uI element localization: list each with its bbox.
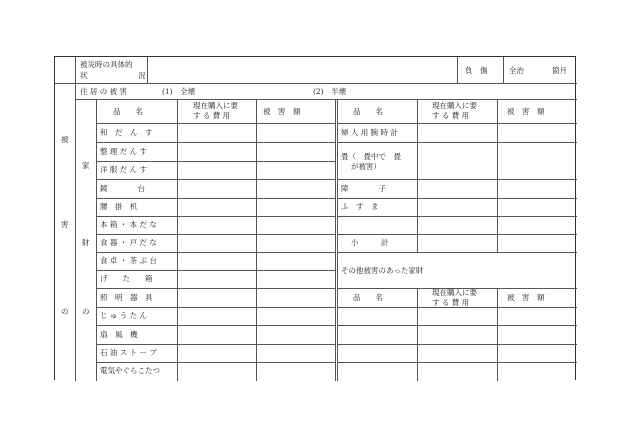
house-damage-label: 住 居 の 被 害 [80, 87, 128, 96]
item-label-watch: 婦 人 用 腕 時 計 [341, 128, 398, 137]
item-label: 腰 掛 机 [100, 202, 138, 211]
header-damage-right-2: 被 害 額 [507, 293, 545, 302]
row-line [96, 198, 335, 199]
col-line [335, 99, 336, 381]
vertical-label-household-1: 家 [82, 161, 90, 170]
item-label: げ た 箱 [100, 274, 153, 283]
situation-label-line2-b: 況 [138, 71, 146, 80]
row-line [337, 344, 577, 345]
row-line [337, 216, 577, 217]
row-line [96, 234, 335, 235]
row-line [96, 307, 335, 308]
col-line [497, 288, 498, 381]
vertical-label-damage-2: 害 [61, 220, 69, 229]
vertical-label-damage-3: の [61, 307, 69, 316]
item-label: 石 油 ス ト ー ブ [100, 348, 157, 357]
item-label-tatami-line2: が被害） [351, 162, 381, 171]
item-label: 本 箱 ・ 本 だ な [100, 220, 157, 229]
header-item-right-2: 品 名 [353, 293, 383, 302]
item-label-shoji: 障 子 [341, 184, 386, 193]
row-line [337, 325, 577, 326]
header-damage-right: 被 害 額 [507, 107, 545, 116]
house-damage-option-2[interactable]: (2) 半壊 [313, 87, 347, 96]
row-line [337, 179, 577, 180]
item-label: 整 理 だ ん す [100, 147, 148, 156]
header-item-left: 品 名 [113, 107, 143, 116]
row-line [96, 161, 335, 162]
header-cost-left-line2: す る 費 用 [193, 111, 231, 120]
situation-label-line1: 被災時の具体的 [80, 60, 133, 69]
row-line [337, 123, 577, 124]
col-line [417, 288, 418, 381]
row-line [337, 234, 577, 235]
row-line [96, 179, 335, 180]
col-line [337, 99, 338, 381]
item-label: 電気やぐらこたつ [100, 366, 160, 375]
col-line [147, 57, 148, 83]
vertical-label-damage-1: 被 [61, 135, 69, 144]
item-label: 扇 風 機 [100, 330, 138, 339]
item-label: 食 器 ・ 戸 だ な [100, 238, 157, 247]
vertical-label-household-3: の [82, 307, 90, 316]
row-line [96, 288, 335, 289]
item-label: 照 明 器 具 [100, 293, 153, 302]
row-line [96, 252, 335, 253]
col-line [75, 57, 76, 381]
col-line [256, 99, 257, 381]
col-line [96, 99, 97, 381]
house-damage-option-1[interactable]: (1) 全壊 [162, 87, 196, 96]
item-label-other: その他被害のあった家財 [341, 266, 424, 275]
row-line [96, 344, 335, 345]
damage-report-form [54, 56, 576, 380]
row-line [337, 362, 577, 363]
col-line [417, 99, 418, 252]
item-label: 洋 服 だ ん す [100, 165, 148, 174]
row-line [96, 216, 335, 217]
row-line [337, 307, 577, 308]
row-line [96, 142, 335, 143]
header-cost-left-line1: 現在購入に要 [193, 101, 238, 110]
row-line [96, 123, 335, 124]
header-cost-right-line1: 現在購入に要 [432, 101, 477, 110]
row-line [337, 198, 577, 199]
row-line [96, 270, 335, 271]
col-line [503, 57, 504, 83]
header-damage-left: 被 害 額 [263, 107, 301, 116]
row-line [96, 362, 335, 363]
header-cost-right-line2: す る 費 用 [432, 111, 470, 120]
header-cost-right-2-line1: 現在購入に要 [432, 288, 477, 297]
row-line [96, 325, 335, 326]
item-label-subtotal: 小 計 [351, 238, 389, 247]
item-label: じ ゅ う た ん [100, 311, 148, 320]
col-line [177, 99, 178, 381]
row-line [55, 83, 577, 84]
row-line [75, 99, 577, 100]
row-line [337, 252, 577, 253]
col-line [457, 57, 458, 83]
row-line [337, 142, 577, 143]
item-label: 和 だ ん す [100, 128, 153, 137]
item-label-tatami-line1: 畳（ 畳中で 畳 [341, 152, 401, 161]
injury-label: 負 傷 [465, 66, 488, 75]
vertical-label-household-2: 財 [82, 238, 90, 247]
injury-unit: 箇月 [552, 66, 567, 75]
header-item-right: 品 名 [353, 107, 383, 116]
item-label-fusuma: ふ す ま [341, 202, 379, 211]
item-label: 鏡 台 [100, 184, 145, 193]
situation-label-line2-a: 状 [80, 71, 88, 80]
injury-value[interactable]: 全治 [509, 66, 524, 75]
col-line [497, 99, 498, 252]
item-label: 食 卓 ・ 茶 ぶ 台 [100, 256, 157, 265]
header-cost-right-2-line2: す る 費 用 [432, 298, 470, 307]
